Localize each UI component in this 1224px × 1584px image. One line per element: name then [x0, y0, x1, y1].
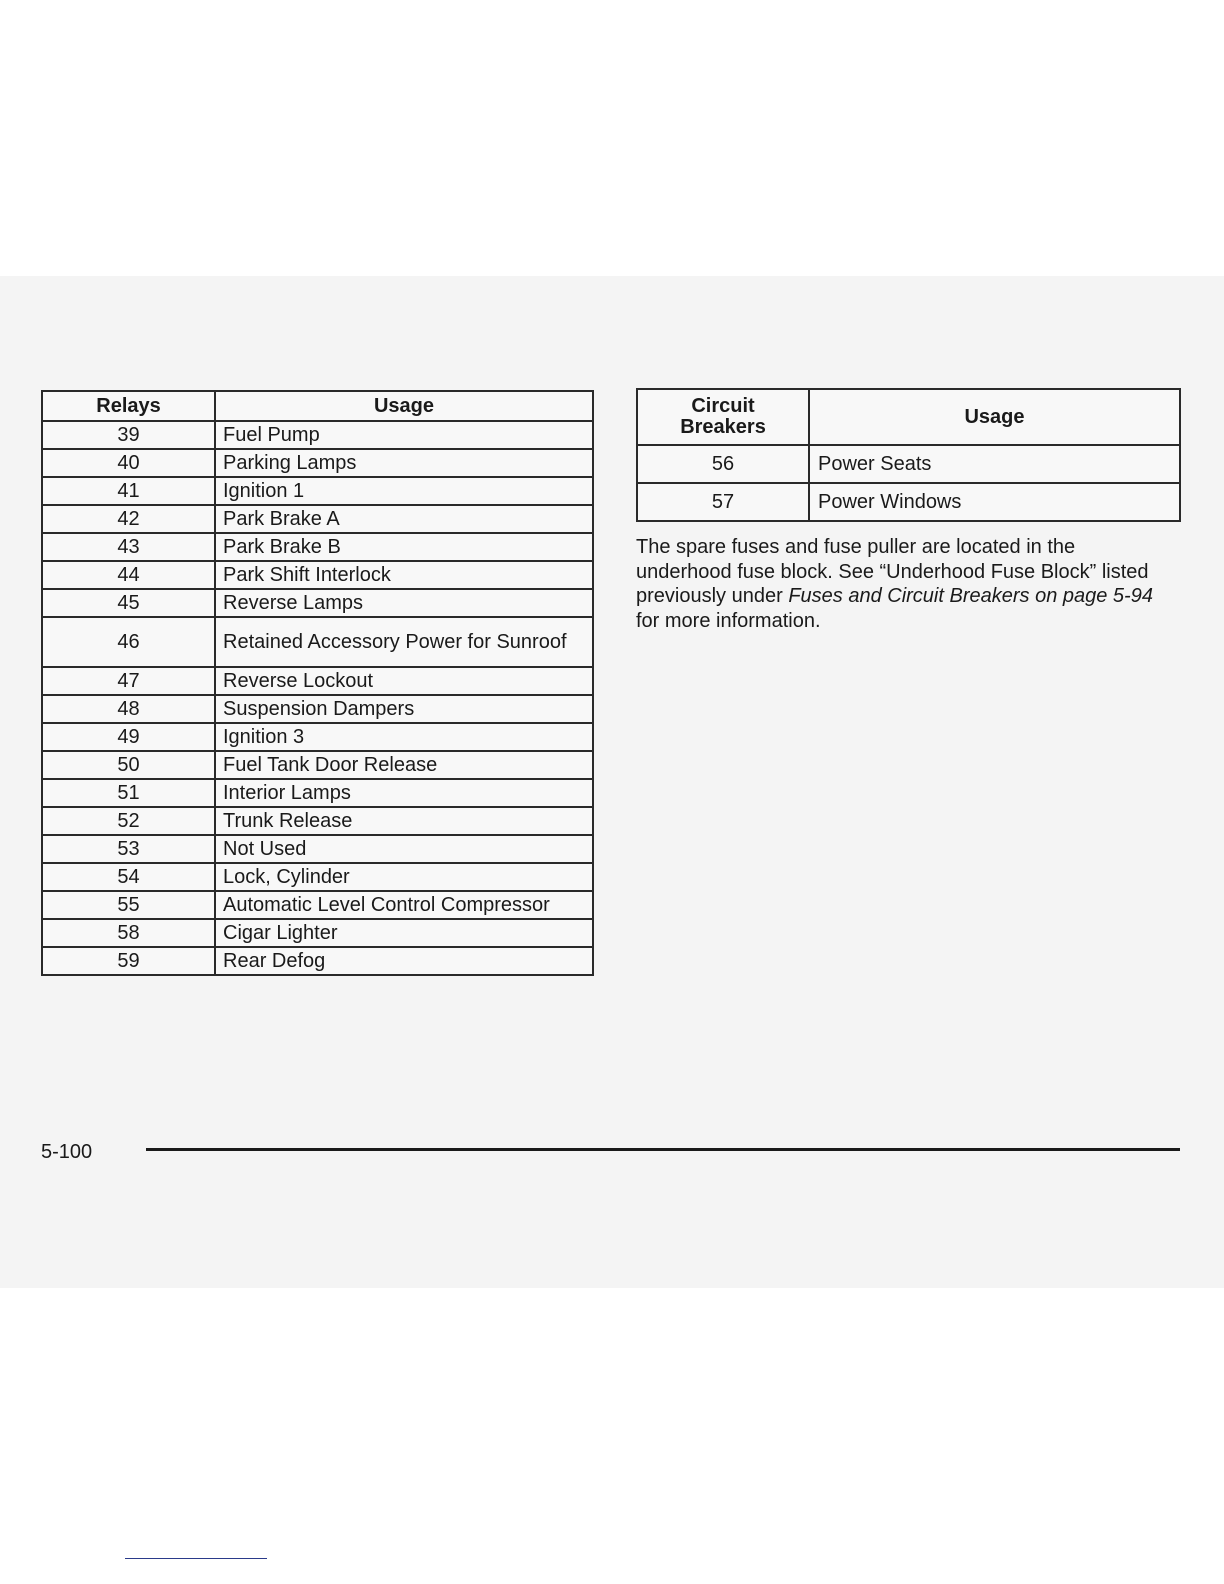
- relay-number-cell: 39: [42, 421, 215, 449]
- relay-usage-cell: Rear Defog: [215, 947, 593, 975]
- relay-number-cell: 41: [42, 477, 215, 505]
- relay-row: [42, 751, 593, 779]
- relay-usage-cell: Park Brake A: [215, 505, 593, 533]
- relay-number-cell: 46: [42, 617, 215, 667]
- circuit-breakers-column-header: [637, 389, 809, 445]
- relay-row: [42, 617, 593, 667]
- relay-row: [42, 835, 593, 863]
- circuit-breaker-number-cell: 56: [637, 445, 809, 483]
- relay-usage-cell: Parking Lamps: [215, 449, 593, 477]
- relay-row: [42, 807, 593, 835]
- note-text-end: for more information.: [636, 609, 821, 632]
- relay-row: [42, 449, 593, 477]
- circuit-breaker-usage-cell: Power Windows: [809, 483, 1180, 521]
- relay-number-cell: 50: [42, 751, 215, 779]
- bottom-rule: [125, 1558, 267, 1559]
- relay-row: [42, 505, 593, 533]
- relay-row: [42, 667, 593, 695]
- relay-row: [42, 947, 593, 975]
- circuit-breaker-row: [637, 445, 1180, 483]
- relay-usage-cell: Reverse Lockout: [215, 667, 593, 695]
- relay-number-cell: 52: [42, 807, 215, 835]
- usage-column-header: Usage: [215, 391, 593, 421]
- relay-number-cell: 48: [42, 695, 215, 723]
- relays-table: [41, 390, 594, 976]
- relays-table-body: [42, 421, 593, 975]
- circuit-breakers-header-text: Circuit Breakers: [680, 395, 766, 438]
- page-number: 5-100: [41, 1141, 93, 1163]
- relay-usage-cell: Park Brake B: [215, 533, 593, 561]
- cb-usage-column-header: Usage: [809, 389, 1180, 445]
- relay-usage-cell: Fuel Tank Door Release: [215, 751, 593, 779]
- relay-number-cell: 42: [42, 505, 215, 533]
- relay-number-cell: 51: [42, 779, 215, 807]
- relay-usage-cell: Not Used: [215, 835, 593, 863]
- circuit-breaker-number-cell: 57: [637, 483, 809, 521]
- relay-usage-cell: Suspension Dampers: [215, 695, 593, 723]
- relay-row: [42, 863, 593, 891]
- spare-fuses-note: [636, 535, 1156, 633]
- relay-number-cell: 53: [42, 835, 215, 863]
- relay-usage-cell: Reverse Lamps: [215, 589, 593, 617]
- relay-row: [42, 421, 593, 449]
- relay-number-cell: 43: [42, 533, 215, 561]
- relay-row: [42, 779, 593, 807]
- relay-row: [42, 477, 593, 505]
- relay-row: [42, 723, 593, 751]
- relay-usage-cell: Trunk Release: [215, 807, 593, 835]
- relay-usage-cell: Ignition 3: [215, 723, 593, 751]
- note-text-start: The spare fuses and fuse puller are located in the underhood fuse block. See “Underhood Fuse Block” listed previously under: [636, 536, 1149, 607]
- circuit-breakers-table-body: [637, 445, 1180, 521]
- relay-number-cell: 54: [42, 863, 215, 891]
- circuit-breaker-usage-cell: Power Seats: [809, 445, 1180, 483]
- relay-number-cell: 59: [42, 947, 215, 975]
- relay-usage-cell: Park Shift Interlock: [215, 561, 593, 589]
- relay-number-cell: 45: [42, 589, 215, 617]
- circuit-breakers-table-header: [637, 389, 1180, 445]
- relay-usage-cell: Automatic Level Control Compressor: [215, 891, 593, 919]
- relays-column-header: Relays: [42, 391, 215, 421]
- relay-usage-cell: Cigar Lighter: [215, 919, 593, 947]
- relay-row: [42, 695, 593, 723]
- relay-usage-cell: Lock, Cylinder: [215, 863, 593, 891]
- relay-row: [42, 919, 593, 947]
- relay-row: [42, 561, 593, 589]
- relay-number-cell: 55: [42, 891, 215, 919]
- relay-number-cell: 58: [42, 919, 215, 947]
- relay-usage-cell: Ignition 1: [215, 477, 593, 505]
- relay-number-cell: 49: [42, 723, 215, 751]
- relays-table-header: [42, 391, 593, 421]
- circuit-breaker-row: [637, 483, 1180, 521]
- relay-row: [42, 589, 593, 617]
- relay-number-cell: 47: [42, 667, 215, 695]
- relay-number-cell: 40: [42, 449, 215, 477]
- relay-row: [42, 891, 593, 919]
- fuses-and-circuit-breakers-link[interactable]: Fuses and Circuit Breakers on page 5-94: [788, 585, 1153, 607]
- relay-usage-cell: Retained Accessory Power for Sunroof: [215, 617, 593, 667]
- relay-usage-cell: Interior Lamps: [215, 779, 593, 807]
- footer-rule: [146, 1148, 1180, 1151]
- relay-row: [42, 533, 593, 561]
- circuit-breakers-table: [636, 388, 1181, 522]
- relay-number-cell: 44: [42, 561, 215, 589]
- relay-usage-cell: Fuel Pump: [215, 421, 593, 449]
